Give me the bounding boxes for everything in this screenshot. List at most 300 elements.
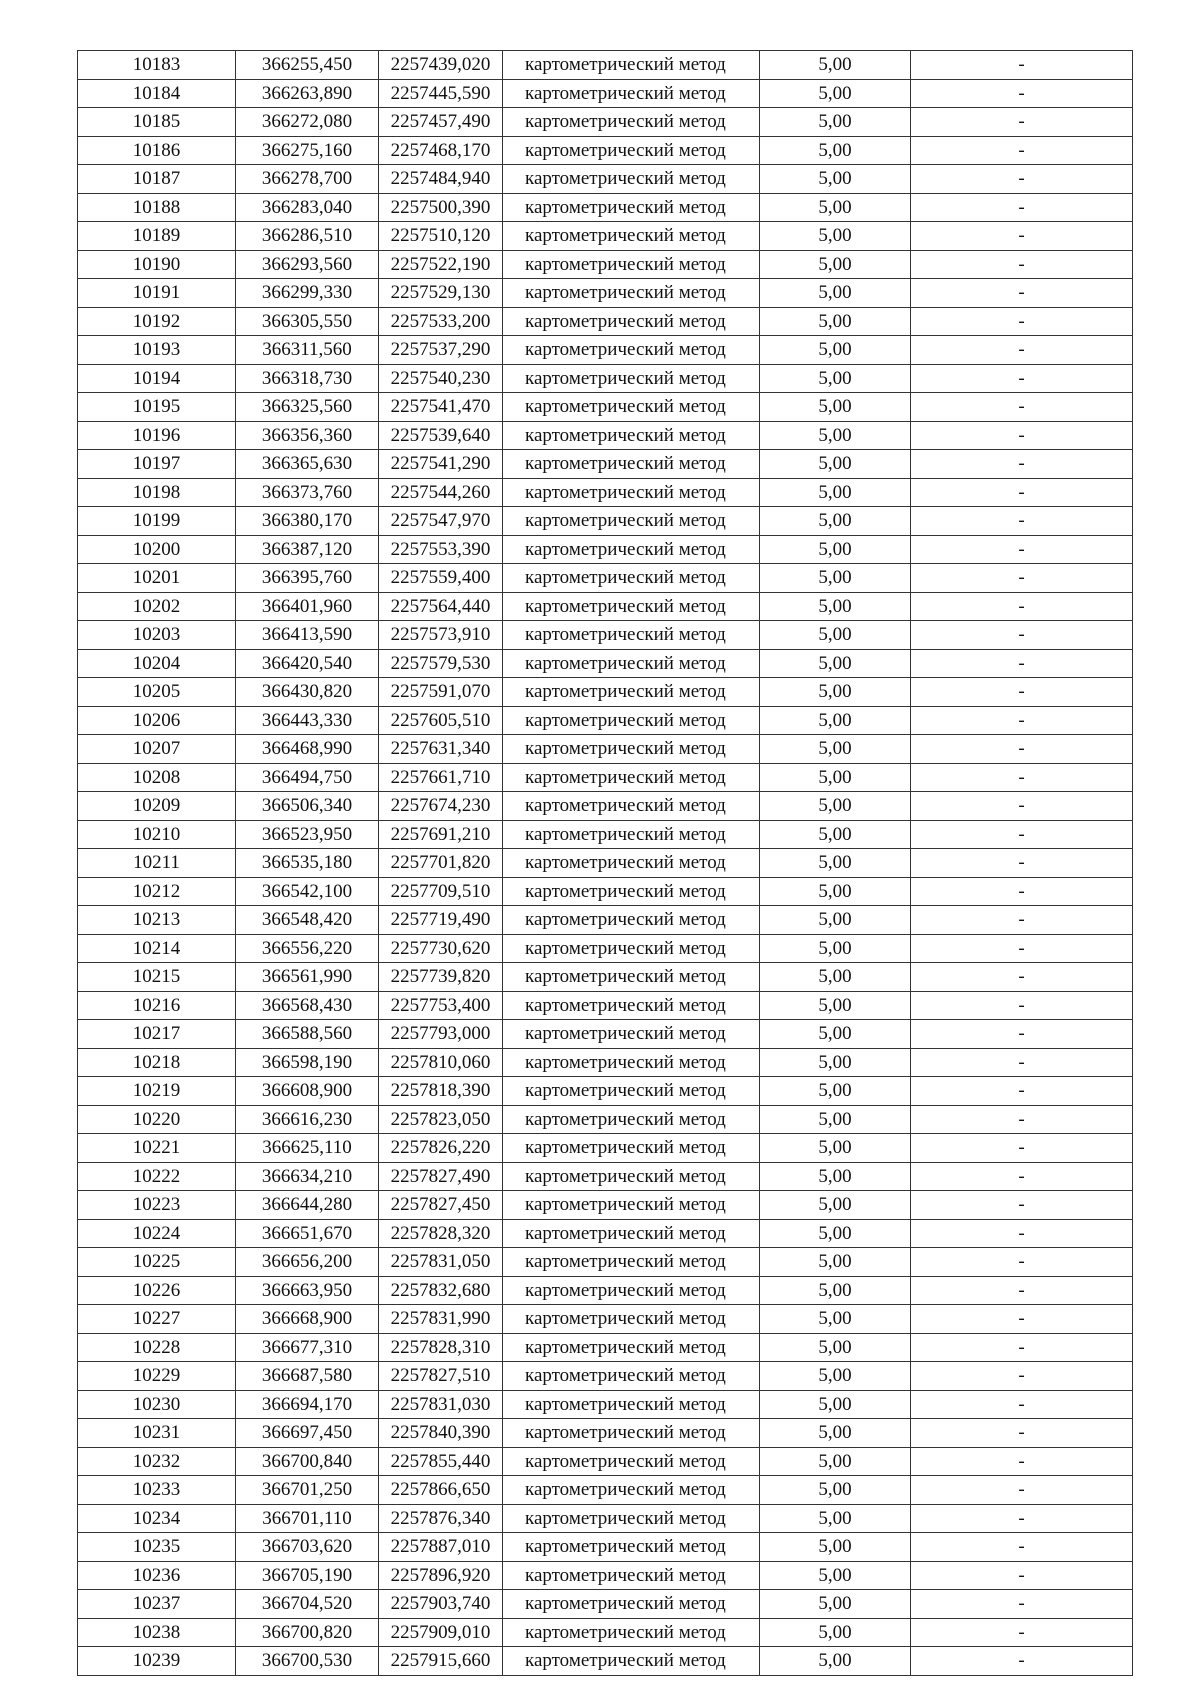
table-row [78, 1590, 1133, 1619]
point-number-cell: 10183 [78, 51, 236, 80]
method-cell: картометрический метод [503, 592, 760, 621]
y-coordinate-cell: 2257739,820 [379, 963, 503, 992]
table-row [78, 1134, 1133, 1163]
x-coordinate-cell: 366373,760 [236, 478, 379, 507]
point-number-cell: 10191 [78, 279, 236, 308]
method-cell: картометрический метод [503, 792, 760, 821]
point-number-cell: 10226 [78, 1276, 236, 1305]
table-row [78, 250, 1133, 279]
accuracy-cell: 5,00 [760, 136, 911, 165]
description-cell: - [911, 1333, 1133, 1362]
point-number-cell: 10218 [78, 1048, 236, 1077]
accuracy-cell: 5,00 [760, 165, 911, 194]
description-cell: - [911, 1134, 1133, 1163]
accuracy-cell: 5,00 [760, 564, 911, 593]
point-number-cell: 10189 [78, 222, 236, 251]
table-row [78, 1276, 1133, 1305]
x-coordinate-cell: 366387,120 [236, 535, 379, 564]
method-cell: картометрический метод [503, 735, 760, 764]
x-coordinate-cell: 366413,590 [236, 621, 379, 650]
table-row [78, 621, 1133, 650]
description-cell: - [911, 1476, 1133, 1505]
method-cell: картометрический метод [503, 564, 760, 593]
x-coordinate-cell: 366286,510 [236, 222, 379, 251]
method-cell: картометрический метод [503, 1362, 760, 1391]
table-row [78, 1419, 1133, 1448]
accuracy-cell: 5,00 [760, 79, 911, 108]
y-coordinate-cell: 2257510,120 [379, 222, 503, 251]
x-coordinate-cell: 366299,330 [236, 279, 379, 308]
point-number-cell: 10214 [78, 934, 236, 963]
point-number-cell: 10204 [78, 649, 236, 678]
accuracy-cell: 5,00 [760, 678, 911, 707]
y-coordinate-cell: 2257674,230 [379, 792, 503, 821]
description-cell: - [911, 1504, 1133, 1533]
point-number-cell: 10224 [78, 1219, 236, 1248]
table-row [78, 1162, 1133, 1191]
accuracy-cell: 5,00 [760, 108, 911, 137]
x-coordinate-cell: 366283,040 [236, 193, 379, 222]
y-coordinate-cell: 2257827,450 [379, 1191, 503, 1220]
method-cell: картометрический метод [503, 1191, 760, 1220]
y-coordinate-cell: 2257903,740 [379, 1590, 503, 1619]
x-coordinate-cell: 366548,420 [236, 906, 379, 935]
table-row [78, 735, 1133, 764]
x-coordinate-cell: 366275,160 [236, 136, 379, 165]
y-coordinate-cell: 2257484,940 [379, 165, 503, 194]
x-coordinate-cell: 366561,990 [236, 963, 379, 992]
description-cell: - [911, 307, 1133, 336]
accuracy-cell: 5,00 [760, 1504, 911, 1533]
accuracy-cell: 5,00 [760, 1419, 911, 1448]
method-cell: картометрический метод [503, 1077, 760, 1106]
method-cell: картометрический метод [503, 1134, 760, 1163]
method-cell: картометрический метод [503, 906, 760, 935]
table-row [78, 1048, 1133, 1077]
table-row [78, 336, 1133, 365]
accuracy-cell: 5,00 [760, 934, 911, 963]
method-cell: картометрический метод [503, 165, 760, 194]
y-coordinate-cell: 2257831,990 [379, 1305, 503, 1334]
x-coordinate-cell: 366494,750 [236, 763, 379, 792]
description-cell: - [911, 564, 1133, 593]
table-row [78, 393, 1133, 422]
x-coordinate-cell: 366625,110 [236, 1134, 379, 1163]
y-coordinate-cell: 2257553,390 [379, 535, 503, 564]
description-cell: - [911, 1362, 1133, 1391]
y-coordinate-cell: 2257605,510 [379, 706, 503, 735]
point-number-cell: 10236 [78, 1561, 236, 1590]
y-coordinate-cell: 2257540,230 [379, 364, 503, 393]
table-row [78, 592, 1133, 621]
x-coordinate-cell: 366468,990 [236, 735, 379, 764]
table-row [78, 820, 1133, 849]
y-coordinate-cell: 2257541,290 [379, 450, 503, 479]
point-number-cell: 10212 [78, 877, 236, 906]
method-cell: картометрический метод [503, 279, 760, 308]
point-number-cell: 10237 [78, 1590, 236, 1619]
x-coordinate-cell: 366634,210 [236, 1162, 379, 1191]
description-cell: - [911, 193, 1133, 222]
y-coordinate-cell: 2257826,220 [379, 1134, 503, 1163]
table-row [78, 507, 1133, 536]
description-cell: - [911, 1647, 1133, 1676]
method-cell: картометрический метод [503, 193, 760, 222]
method-cell: картометрический метод [503, 51, 760, 80]
table-row [78, 792, 1133, 821]
accuracy-cell: 5,00 [760, 963, 911, 992]
method-cell: картометрический метод [503, 307, 760, 336]
y-coordinate-cell: 2257831,050 [379, 1248, 503, 1277]
x-coordinate-cell: 366697,450 [236, 1419, 379, 1448]
accuracy-cell: 5,00 [760, 250, 911, 279]
table-row [78, 1504, 1133, 1533]
x-coordinate-cell: 366356,360 [236, 421, 379, 450]
point-number-cell: 10223 [78, 1191, 236, 1220]
description-cell: - [911, 1276, 1133, 1305]
method-cell: картометрический метод [503, 393, 760, 422]
method-cell: картометрический метод [503, 1276, 760, 1305]
table-row [78, 79, 1133, 108]
accuracy-cell: 5,00 [760, 193, 911, 222]
point-number-cell: 10209 [78, 792, 236, 821]
method-cell: картометрический метод [503, 1419, 760, 1448]
x-coordinate-cell: 366443,330 [236, 706, 379, 735]
accuracy-cell: 5,00 [760, 763, 911, 792]
method-cell: картометрический метод [503, 222, 760, 251]
method-cell: картометрический метод [503, 1305, 760, 1334]
y-coordinate-cell: 2257866,650 [379, 1476, 503, 1505]
point-number-cell: 10205 [78, 678, 236, 707]
point-number-cell: 10217 [78, 1020, 236, 1049]
point-number-cell: 10188 [78, 193, 236, 222]
accuracy-cell: 5,00 [760, 393, 911, 422]
point-number-cell: 10219 [78, 1077, 236, 1106]
method-cell: картометрический метод [503, 934, 760, 963]
y-coordinate-cell: 2257896,920 [379, 1561, 503, 1590]
x-coordinate-cell: 366523,950 [236, 820, 379, 849]
y-coordinate-cell: 2257827,510 [379, 1362, 503, 1391]
x-coordinate-cell: 366325,560 [236, 393, 379, 422]
table-row [78, 1020, 1133, 1049]
point-number-cell: 10199 [78, 507, 236, 536]
description-cell: - [911, 1219, 1133, 1248]
method-cell: картометрический метод [503, 1048, 760, 1077]
table-row [78, 1447, 1133, 1476]
x-coordinate-cell: 366263,890 [236, 79, 379, 108]
accuracy-cell: 5,00 [760, 906, 911, 935]
point-number-cell: 10215 [78, 963, 236, 992]
accuracy-cell: 5,00 [760, 478, 911, 507]
accuracy-cell: 5,00 [760, 1476, 911, 1505]
y-coordinate-cell: 2257559,400 [379, 564, 503, 593]
accuracy-cell: 5,00 [760, 279, 911, 308]
point-number-cell: 10221 [78, 1134, 236, 1163]
description-cell: - [911, 279, 1133, 308]
point-number-cell: 10227 [78, 1305, 236, 1334]
y-coordinate-cell: 2257915,660 [379, 1647, 503, 1676]
y-coordinate-cell: 2257828,310 [379, 1333, 503, 1362]
y-coordinate-cell: 2257544,260 [379, 478, 503, 507]
description-cell: - [911, 1105, 1133, 1134]
x-coordinate-cell: 366701,110 [236, 1504, 379, 1533]
description-cell: - [911, 934, 1133, 963]
description-cell: - [911, 222, 1133, 251]
x-coordinate-cell: 366663,950 [236, 1276, 379, 1305]
description-cell: - [911, 478, 1133, 507]
method-cell: картометрический метод [503, 1561, 760, 1590]
accuracy-cell: 5,00 [760, 621, 911, 650]
accuracy-cell: 5,00 [760, 1561, 911, 1590]
point-number-cell: 10206 [78, 706, 236, 735]
accuracy-cell: 5,00 [760, 307, 911, 336]
description-cell: - [911, 877, 1133, 906]
point-number-cell: 10184 [78, 79, 236, 108]
description-cell: - [911, 991, 1133, 1020]
x-coordinate-cell: 366598,190 [236, 1048, 379, 1077]
point-number-cell: 10225 [78, 1248, 236, 1277]
description-cell: - [911, 250, 1133, 279]
point-number-cell: 10201 [78, 564, 236, 593]
x-coordinate-cell: 366535,180 [236, 849, 379, 878]
point-number-cell: 10192 [78, 307, 236, 336]
y-coordinate-cell: 2257793,000 [379, 1020, 503, 1049]
table-row [78, 906, 1133, 935]
description-cell: - [911, 1305, 1133, 1334]
method-cell: картометрический метод [503, 364, 760, 393]
x-coordinate-cell: 366401,960 [236, 592, 379, 621]
accuracy-cell: 5,00 [760, 507, 911, 536]
x-coordinate-cell: 366651,670 [236, 1219, 379, 1248]
accuracy-cell: 5,00 [760, 421, 911, 450]
x-coordinate-cell: 366255,450 [236, 51, 379, 80]
table-row [78, 564, 1133, 593]
method-cell: картометрический метод [503, 507, 760, 536]
point-number-cell: 10233 [78, 1476, 236, 1505]
description-cell: - [911, 792, 1133, 821]
description-cell: - [911, 763, 1133, 792]
table-row [78, 421, 1133, 450]
x-coordinate-cell: 366311,560 [236, 336, 379, 365]
point-number-cell: 10228 [78, 1333, 236, 1362]
y-coordinate-cell: 2257541,470 [379, 393, 503, 422]
y-coordinate-cell: 2257445,590 [379, 79, 503, 108]
x-coordinate-cell: 366656,200 [236, 1248, 379, 1277]
accuracy-cell: 5,00 [760, 1105, 911, 1134]
accuracy-cell: 5,00 [760, 877, 911, 906]
description-cell: - [911, 1191, 1133, 1220]
y-coordinate-cell: 2257573,910 [379, 621, 503, 650]
description-cell: - [911, 165, 1133, 194]
method-cell: картометрический метод [503, 1162, 760, 1191]
point-number-cell: 10232 [78, 1447, 236, 1476]
x-coordinate-cell: 366704,520 [236, 1590, 379, 1619]
accuracy-cell: 5,00 [760, 1048, 911, 1077]
description-cell: - [911, 364, 1133, 393]
y-coordinate-cell: 2257701,820 [379, 849, 503, 878]
point-number-cell: 10210 [78, 820, 236, 849]
x-coordinate-cell: 366677,310 [236, 1333, 379, 1362]
method-cell: картометрический метод [503, 1219, 760, 1248]
method-cell: картометрический метод [503, 1504, 760, 1533]
table-row [78, 193, 1133, 222]
y-coordinate-cell: 2257719,490 [379, 906, 503, 935]
table-row [78, 678, 1133, 707]
point-number-cell: 10187 [78, 165, 236, 194]
point-number-cell: 10216 [78, 991, 236, 1020]
point-number-cell: 10235 [78, 1533, 236, 1562]
x-coordinate-cell: 366365,630 [236, 450, 379, 479]
method-cell: картометрический метод [503, 250, 760, 279]
accuracy-cell: 5,00 [760, 1533, 911, 1562]
description-cell: - [911, 820, 1133, 849]
x-coordinate-cell: 366668,900 [236, 1305, 379, 1334]
table-row [78, 763, 1133, 792]
table-row [78, 1219, 1133, 1248]
y-coordinate-cell: 2257533,200 [379, 307, 503, 336]
description-cell: - [911, 1533, 1133, 1562]
description-cell: - [911, 51, 1133, 80]
description-cell: - [911, 1390, 1133, 1419]
y-coordinate-cell: 2257753,400 [379, 991, 503, 1020]
y-coordinate-cell: 2257661,710 [379, 763, 503, 792]
y-coordinate-cell: 2257709,510 [379, 877, 503, 906]
method-cell: картометрический метод [503, 1447, 760, 1476]
method-cell: картометрический метод [503, 478, 760, 507]
description-cell: - [911, 393, 1133, 422]
accuracy-cell: 5,00 [760, 735, 911, 764]
accuracy-cell: 5,00 [760, 450, 911, 479]
description-cell: - [911, 1077, 1133, 1106]
method-cell: картометрический метод [503, 1533, 760, 1562]
accuracy-cell: 5,00 [760, 364, 911, 393]
method-cell: картометрический метод [503, 1333, 760, 1362]
y-coordinate-cell: 2257831,030 [379, 1390, 503, 1419]
y-coordinate-cell: 2257522,190 [379, 250, 503, 279]
table-row [78, 279, 1133, 308]
description-cell: - [911, 108, 1133, 137]
point-number-cell: 10231 [78, 1419, 236, 1448]
accuracy-cell: 5,00 [760, 592, 911, 621]
coordinates-table-body [78, 51, 1133, 1676]
point-number-cell: 10234 [78, 1504, 236, 1533]
x-coordinate-cell: 366272,080 [236, 108, 379, 137]
point-number-cell: 10211 [78, 849, 236, 878]
x-coordinate-cell: 366293,560 [236, 250, 379, 279]
point-number-cell: 10239 [78, 1647, 236, 1676]
description-cell: - [911, 1590, 1133, 1619]
method-cell: картометрический метод [503, 136, 760, 165]
y-coordinate-cell: 2257579,530 [379, 649, 503, 678]
method-cell: картометрический метод [503, 1590, 760, 1619]
table-row [78, 963, 1133, 992]
y-coordinate-cell: 2257539,640 [379, 421, 503, 450]
point-number-cell: 10208 [78, 763, 236, 792]
y-coordinate-cell: 2257457,490 [379, 108, 503, 137]
accuracy-cell: 5,00 [760, 849, 911, 878]
description-cell: - [911, 735, 1133, 764]
description-cell: - [911, 678, 1133, 707]
point-number-cell: 10220 [78, 1105, 236, 1134]
table-row [78, 222, 1133, 251]
coordinates-table [77, 50, 1133, 1676]
description-cell: - [911, 906, 1133, 935]
description-cell: - [911, 1162, 1133, 1191]
point-number-cell: 10203 [78, 621, 236, 650]
point-number-cell: 10190 [78, 250, 236, 279]
y-coordinate-cell: 2257810,060 [379, 1048, 503, 1077]
table-row [78, 1618, 1133, 1647]
table-row [78, 51, 1133, 80]
method-cell: картометрический метод [503, 79, 760, 108]
table-row [78, 450, 1133, 479]
y-coordinate-cell: 2257631,340 [379, 735, 503, 764]
method-cell: картометрический метод [503, 963, 760, 992]
accuracy-cell: 5,00 [760, 1248, 911, 1277]
table-row [78, 1248, 1133, 1277]
y-coordinate-cell: 2257828,320 [379, 1219, 503, 1248]
accuracy-cell: 5,00 [760, 222, 911, 251]
accuracy-cell: 5,00 [760, 991, 911, 1020]
method-cell: картометрический метод [503, 421, 760, 450]
table-row [78, 364, 1133, 393]
table-row [78, 1077, 1133, 1106]
method-cell: картометрический метод [503, 621, 760, 650]
point-number-cell: 10222 [78, 1162, 236, 1191]
y-coordinate-cell: 2257876,340 [379, 1504, 503, 1533]
accuracy-cell: 5,00 [760, 1276, 911, 1305]
accuracy-cell: 5,00 [760, 706, 911, 735]
accuracy-cell: 5,00 [760, 1362, 911, 1391]
accuracy-cell: 5,00 [760, 336, 911, 365]
accuracy-cell: 5,00 [760, 1333, 911, 1362]
description-cell: - [911, 336, 1133, 365]
x-coordinate-cell: 366616,230 [236, 1105, 379, 1134]
table-row [78, 307, 1133, 336]
description-cell: - [911, 507, 1133, 536]
description-cell: - [911, 79, 1133, 108]
table-row [78, 108, 1133, 137]
point-number-cell: 10195 [78, 393, 236, 422]
description-cell: - [911, 621, 1133, 650]
description-cell: - [911, 1447, 1133, 1476]
description-cell: - [911, 1048, 1133, 1077]
y-coordinate-cell: 2257840,390 [379, 1419, 503, 1448]
y-coordinate-cell: 2257468,170 [379, 136, 503, 165]
method-cell: картометрический метод [503, 1390, 760, 1419]
y-coordinate-cell: 2257827,490 [379, 1162, 503, 1191]
description-cell: - [911, 849, 1133, 878]
method-cell: картометрический метод [503, 1020, 760, 1049]
x-coordinate-cell: 366694,170 [236, 1390, 379, 1419]
accuracy-cell: 5,00 [760, 1219, 911, 1248]
table-row [78, 706, 1133, 735]
description-cell: - [911, 1419, 1133, 1448]
method-cell: картометрический метод [503, 450, 760, 479]
x-coordinate-cell: 366701,250 [236, 1476, 379, 1505]
table-row [78, 1390, 1133, 1419]
y-coordinate-cell: 2257730,620 [379, 934, 503, 963]
accuracy-cell: 5,00 [760, 1590, 911, 1619]
method-cell: картометрический метод [503, 1618, 760, 1647]
accuracy-cell: 5,00 [760, 792, 911, 821]
table-row [78, 1105, 1133, 1134]
x-coordinate-cell: 366380,170 [236, 507, 379, 536]
accuracy-cell: 5,00 [760, 1020, 911, 1049]
y-coordinate-cell: 2257832,680 [379, 1276, 503, 1305]
method-cell: картометрический метод [503, 763, 760, 792]
x-coordinate-cell: 366608,900 [236, 1077, 379, 1106]
